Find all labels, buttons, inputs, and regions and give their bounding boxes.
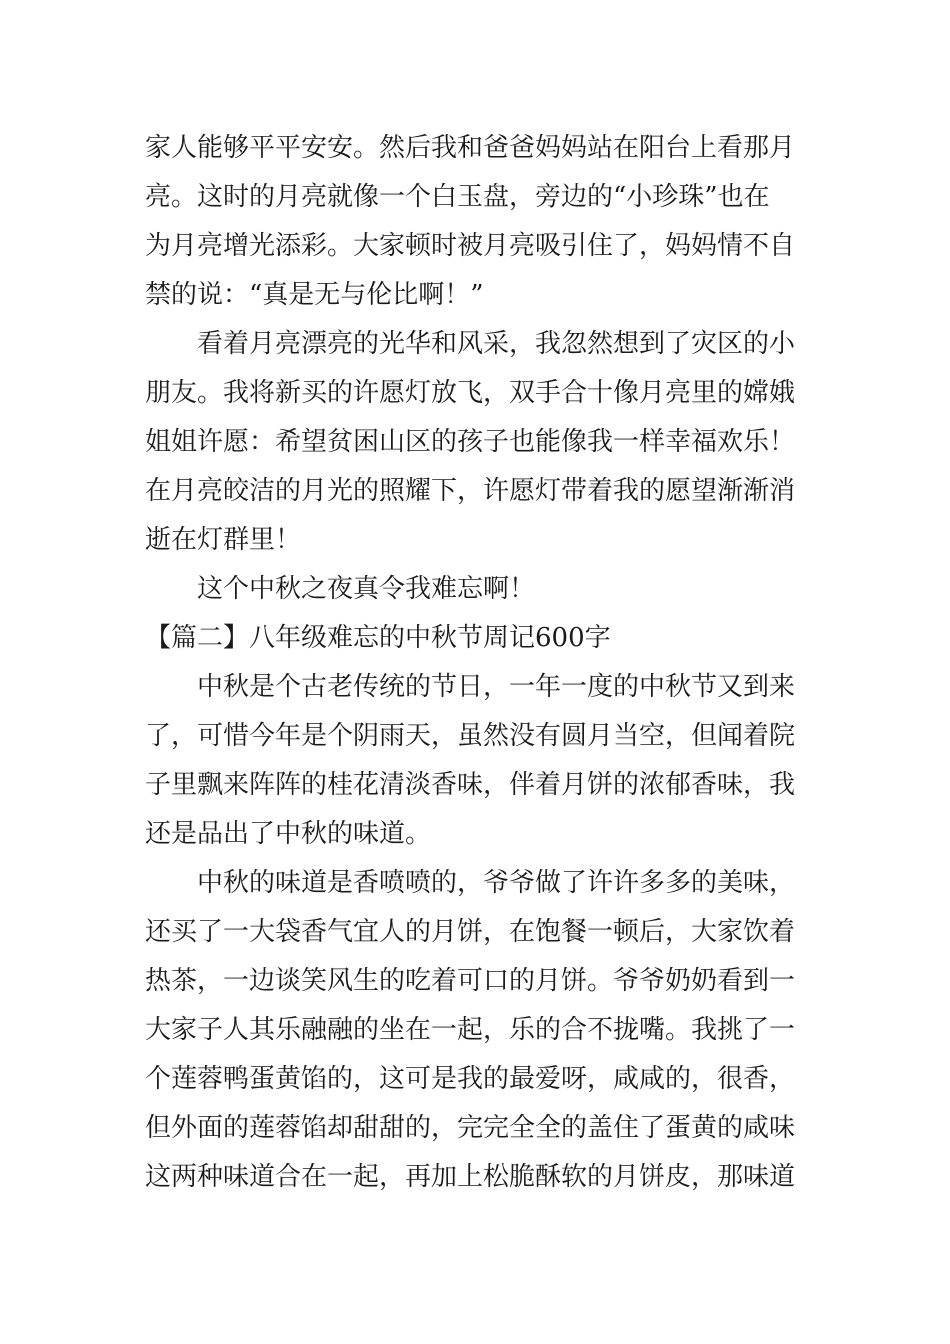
text-line: 朋友。我将新买的许愿灯放飞，双手合十像月亮里的嫦娥 — [145, 378, 796, 408]
text-line: 中秋是个古老传统的节日，一年一度的中秋节又到来 — [197, 672, 796, 702]
text-line: 看着月亮漂亮的光华和风采，我忽然想到了灾区的小 — [197, 329, 796, 359]
text-line: 大家子人其乐融融的坐在一起，乐的合不拢嘴。我挑了一 — [145, 1015, 796, 1045]
text-line: 中秋的味道是香喷喷的，爷爷做了许许多多的美味， — [197, 868, 796, 898]
text-line: 在月亮皎洁的月光的照耀下，许愿灯带着我的愿望渐渐消 — [145, 476, 796, 506]
text-line: 这个中秋之夜真令我难忘啊！ — [197, 574, 536, 604]
text-line: 但外面的莲蓉馅却甜甜的，完完全全的盖住了蛋黄的咸味 — [145, 1113, 796, 1143]
text-line: 禁的说：“真是无与伦比啊！” — [145, 280, 484, 310]
text-line: 了，可惜今年是个阴雨天，虽然没有圆月当空，但闻着院 — [145, 721, 796, 751]
text-line: 还是品出了中秋的味道。 — [145, 819, 432, 849]
text-line: 热茶，一边谈笑风生的吃着可口的月饼。爷爷奶奶看到一 — [145, 966, 796, 996]
text-line: 个莲蓉鸭蛋黄馅的，这可是我的最爱呀，咸咸的，很香， — [145, 1064, 796, 1094]
text-line: 为月亮增光添彩。大家顿时被月亮吸引住了，妈妈情不自 — [145, 231, 796, 261]
text-line: 这两种味道合在一起，再加上松脆酥软的月饼皮，那味道 — [145, 1162, 796, 1192]
text-line: 逝在灯群里！ — [145, 525, 302, 555]
text-line: 姐姐许愿：希望贫困山区的孩子也能像我一样幸福欢乐！ — [145, 427, 796, 457]
section-heading: 【篇二】八年级难忘的中秋节周记600字 — [145, 623, 611, 653]
text-line: 还买了一大袋香气宜人的月饼，在饱餐一顿后，大家饮着 — [145, 917, 796, 947]
text-line: 家人能够平平安安。然后我和爸爸妈妈站在阳台上看那月 — [145, 133, 796, 163]
text-line: 子里飘来阵阵的桂花清淡香味，伴着月饼的浓郁香味，我 — [145, 770, 796, 800]
text-line: 亮。这时的月亮就像一个白玉盘，旁边的“小珍珠”也在 — [145, 182, 770, 212]
document-body — [145, 124, 825, 1202]
